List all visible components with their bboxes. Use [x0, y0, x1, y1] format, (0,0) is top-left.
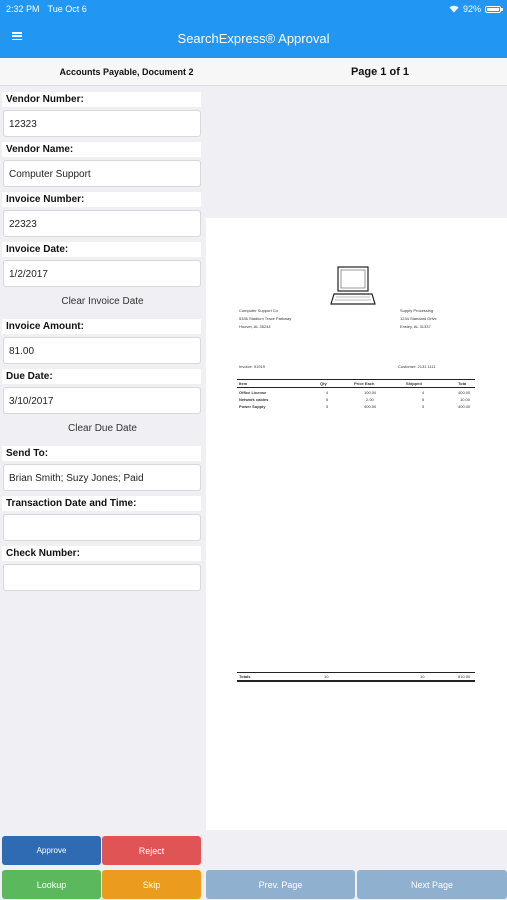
check-number-label: Check Number:: [2, 546, 201, 561]
row-2-total: 10.00: [460, 397, 471, 402]
row-3-price: 400.00: [364, 404, 377, 409]
vendor-number-label: Vendor Number:: [2, 92, 201, 107]
transaction-date-label: Transaction Date and Time:: [2, 496, 201, 511]
skip-button[interactable]: Skip: [102, 870, 201, 899]
next-page-button[interactable]: Next Page: [357, 870, 507, 899]
customer-text: Customer: 2131 1111: [398, 364, 436, 369]
sender-city: Hoover, AL 35244: [239, 324, 271, 329]
table-top-rule: [237, 379, 475, 380]
subheader: [0, 58, 507, 86]
totals-label: Totals: [239, 674, 251, 679]
invoice-amount-input[interactable]: 81.00: [3, 337, 201, 364]
due-date-input[interactable]: 3/10/2017: [3, 387, 201, 414]
invoice-amount-label: Invoice Amount:: [2, 319, 201, 334]
row-2-qty: 5: [326, 397, 329, 402]
computer-icon: [330, 264, 376, 308]
vendor-name-input[interactable]: Computer Support: [3, 160, 201, 187]
table-header-item: Item: [239, 381, 248, 386]
row-1-item: Office License: [239, 390, 267, 395]
recipient-city: Ensley, AL 31337: [400, 324, 431, 329]
document-title: Accounts Payable, Document 2: [59, 66, 194, 77]
send-to-label: Send To:: [2, 446, 201, 461]
table-header-qty: Qty: [320, 381, 327, 386]
due-date-label: Due Date:: [2, 369, 201, 384]
row-3-qty: 5: [326, 404, 329, 409]
recipient-street: 1234 Standard Drive: [400, 316, 437, 321]
status-date: Tue Oct 6: [47, 4, 87, 14]
recipient-name: Supply Processing: [400, 308, 434, 313]
page-indicator: Page 1 of 1: [350, 65, 410, 78]
wifi-icon: [449, 5, 459, 13]
status-right: [449, 4, 501, 14]
sender-street: 5346 Stadium Trace Parkway: [239, 316, 292, 321]
table-bottom-rule: [237, 672, 475, 673]
form-panel: [0, 92, 205, 596]
menu-icon[interactable]: [12, 32, 22, 40]
row-3-shipped: 5: [422, 404, 425, 409]
app-bar: [0, 18, 507, 58]
table-header-total: Tota: [458, 381, 467, 386]
totals-qty: 10: [324, 674, 329, 679]
totals-amount: 810.00: [458, 674, 471, 679]
row-2-item: Network cables: [239, 397, 269, 402]
invoice-number-text: Invoice: 91919: [239, 364, 266, 369]
table-header-shipped: Shipped: [406, 381, 422, 386]
row-2-shipped: 5: [422, 397, 425, 402]
row-1-price: 100.00: [364, 390, 377, 395]
row-1-shipped: 4: [422, 390, 425, 395]
app-title: SearchExpress® Approval: [177, 30, 330, 46]
row-3-total: 400.00: [458, 404, 471, 409]
row-2-price: 2.00: [366, 397, 374, 402]
invoice-date-input[interactable]: 1/2/2017: [3, 260, 201, 287]
send-to-input[interactable]: Brian Smith; Suzy Jones; Paid: [3, 464, 201, 491]
approve-button[interactable]: Approve: [2, 836, 101, 865]
row-1-qty: 4: [326, 390, 329, 395]
sender-name: Computer Support Co: [239, 308, 278, 313]
table-header-price: Price Each: [354, 381, 375, 386]
document-viewer[interactable]: [206, 92, 507, 862]
invoice-number-input[interactable]: 22323: [3, 210, 201, 237]
reject-button[interactable]: Reject: [102, 836, 201, 865]
check-number-input[interactable]: [3, 564, 201, 591]
clear-due-date-button[interactable]: Clear Due Date: [68, 423, 137, 434]
battery-percent: 92%: [462, 4, 481, 14]
totals-shipped: 10: [420, 674, 425, 679]
invoice-date-label: Invoice Date:: [2, 242, 201, 257]
prev-page-button[interactable]: Prev. Page: [206, 870, 355, 899]
status-bar: [0, 0, 507, 18]
invoice-number-label: Invoice Number:: [2, 192, 201, 207]
battery-icon: [485, 6, 501, 13]
row-3-item: Power Supply: [239, 404, 266, 409]
row-1-total: 400.00: [458, 390, 471, 395]
totals-rule: [237, 680, 475, 682]
vendor-number-input[interactable]: 12323: [3, 110, 201, 137]
lookup-button[interactable]: Lookup: [2, 870, 101, 899]
invoice-page: [206, 218, 507, 830]
status-time: 2:32 PM: [6, 4, 40, 14]
table-header-rule: [237, 387, 475, 388]
transaction-date-input[interactable]: [3, 514, 201, 541]
vendor-name-label: Vendor Name:: [2, 142, 201, 157]
clear-invoice-date-button[interactable]: Clear Invoice Date: [61, 296, 144, 307]
